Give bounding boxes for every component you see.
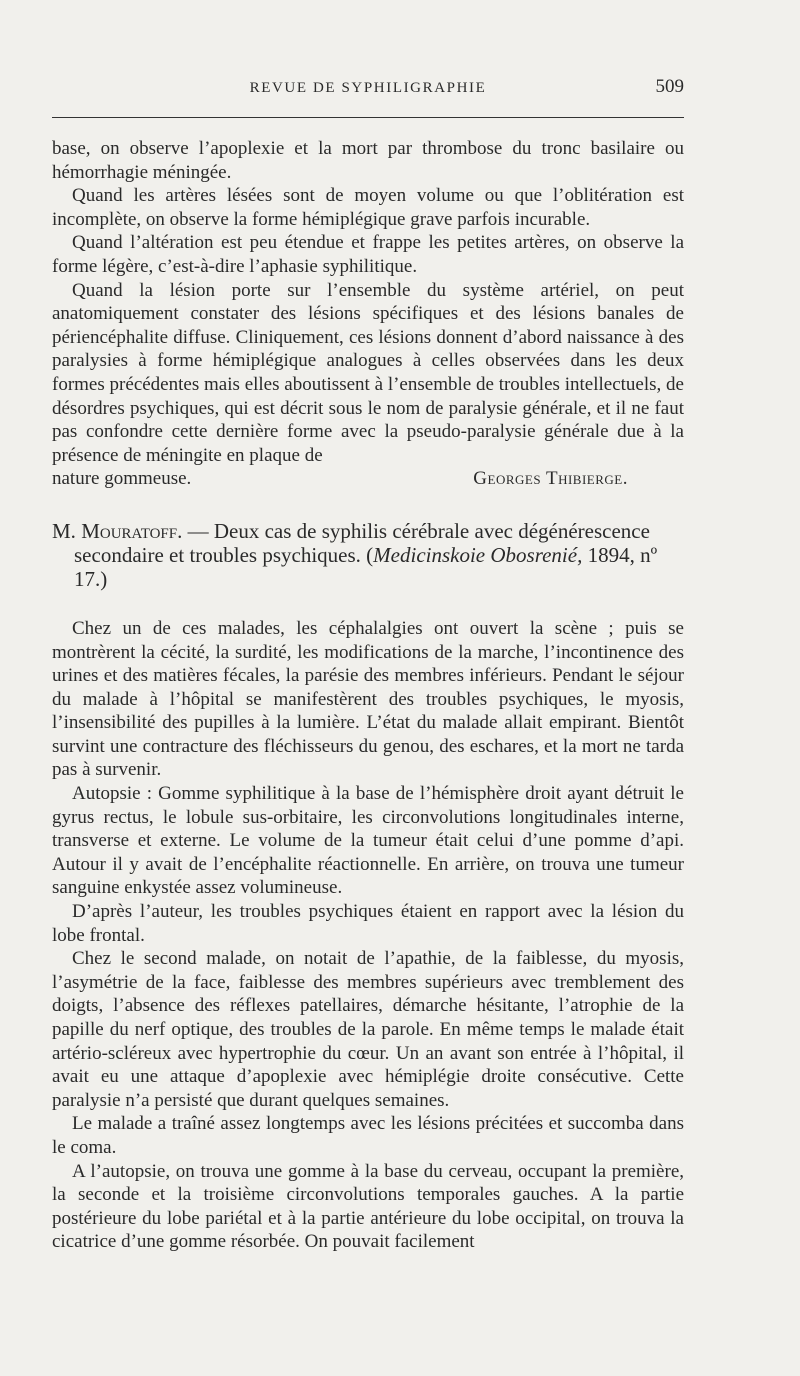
article-heading: M. Mouratoff. — Deux cas de syphilis cérébrale avec dégénérescence secondaire et troubles psychiques. (Medicinskoie Obosrenié, 1894, nº 17.) <box>52 518 658 591</box>
paragraph: Quand les artères lésées sont de moyen volume ou que l’oblitération est incomplète, on observe la forme hémiplégique grave parfois incurable. <box>52 185 684 230</box>
paragraph: D’après l’auteur, les troubles psychiques étaient en rapport avec la lésion du lobe frontal. <box>52 901 684 946</box>
paragraph-end: nature gommeuse. <box>52 468 192 490</box>
publication-date: 1894, nº 17.) <box>74 542 658 591</box>
paragraph: A l’autopsie, on trouva une gomme à la base du cerveau, occupant la première, la seconde et la troisième circonvolutions temporales gauches. A la partie postérieure du lobe pariétal et à la partie antérieure du lobe occipital, on trouva la cicatrice d’une gomme résorbée. On pouvait facilement <box>52 1160 684 1253</box>
paragraph: Quand l’altération est peu étendue et frappe les petites artères, on observe la forme légère, c’est-à-dire l’aphasie syphilitique. <box>52 232 684 277</box>
paragraph: base, on observe l’apoplexie et la mort par thrombose du tronc basilaire ou hémorrhagie méningée. <box>52 138 684 183</box>
article-title: Deux cas de syphilis cérébrale avec dégénérescence secondaire et troubles psychiques. <box>74 518 650 567</box>
paragraph: Quand la lésion porte sur l’ensemble du système artériel, on peut anatomiquement constater des lésions spécifiques et des lésions banales de périencéphalite diffuse. Cliniquement, ces lésions donnent d’abord naissance à des paralysies à forme hémiplégique analogues à celles observées dans les deux formes précédentes mais elles aboutissent à l’ensemble de troubles intellectuels, de désordres psychiques, qui est décrit sous le nom de paralysie générale, et il ne faut pas confondre cette dernière forme avec la pseudo-paralysie générale due à la présence de méningite en plaque de <box>52 279 684 466</box>
page-body <box>52 137 684 1254</box>
article-text <box>52 617 684 1254</box>
paragraph: Le malade a traîné assez longtemps avec les lésions précitées et succomba dans le coma. <box>52 1113 684 1158</box>
article-author: Mouratoff. <box>81 518 183 543</box>
header-rule <box>52 117 684 118</box>
closing-line <box>52 467 684 491</box>
paragraph: Chez un de ces malades, les céphalalgies ont ouvert la scène ; puis se montrèrent la cécité, la surdité, les modifications de la marche, l’incontinence des urines et des matières fécales, la parésie des membres inférieurs. Pendant le séjour du malade à l’hôpital se manifestèrent des troubles psychiques, le myosis, l’insensibilité des pupilles à la lumière. L’état du malade allait empirant. Bientôt survint une contracture des fléchisseurs du genou, des eschares, et la mort ne tarda pas à survenir. <box>52 617 684 781</box>
paragraph: Autopsie : Gomme syphilitique à la base de l’hémisphère droit ayant détruit le gyrus rectus, le lobule sus-orbitaire, les circonvolutions longitudinales interne, transverse et externe. Le volume de la tumeur était celui d’une pomme d’api. Autour il y avait de l’encéphalite réactionnelle. En arrière, on trouva une tumeur sanguine enkystée assez volumineuse. <box>52 783 684 899</box>
second-article <box>52 519 684 1254</box>
page-header <box>52 76 684 106</box>
author-prefix: M. <box>52 518 76 543</box>
running-title: REVUE DE SYPHILIGRAPHIE <box>249 80 487 96</box>
first-article-conclusion <box>52 137 684 491</box>
paragraph: Chez le second malade, on notait de l’apathie, de la faiblesse, du myosis, l’asymétrie de la face, faiblesse des membres supérieurs avec tremblement des doigts, l’absence des réflexes patellaires, démarche hésitante, l’atrophie de la papille du nerf optique, des troubles de la parole. En même temps le malade était artério-scléreux avec hypertrophie du cœur. Un an avant son entrée à l’hôpital, il avait eu une attaque d’apoplexie avec hémiplégie droite consécutive. Cette paralysie n’a persisté que durant quelques semaines. <box>52 948 684 1111</box>
page-number: 509 <box>655 76 684 97</box>
heading-dash: — <box>187 518 209 543</box>
author-signature: Georges Thibierge. <box>473 468 628 490</box>
journal-source: Medicinskoie Obosrenié, <box>373 542 583 567</box>
